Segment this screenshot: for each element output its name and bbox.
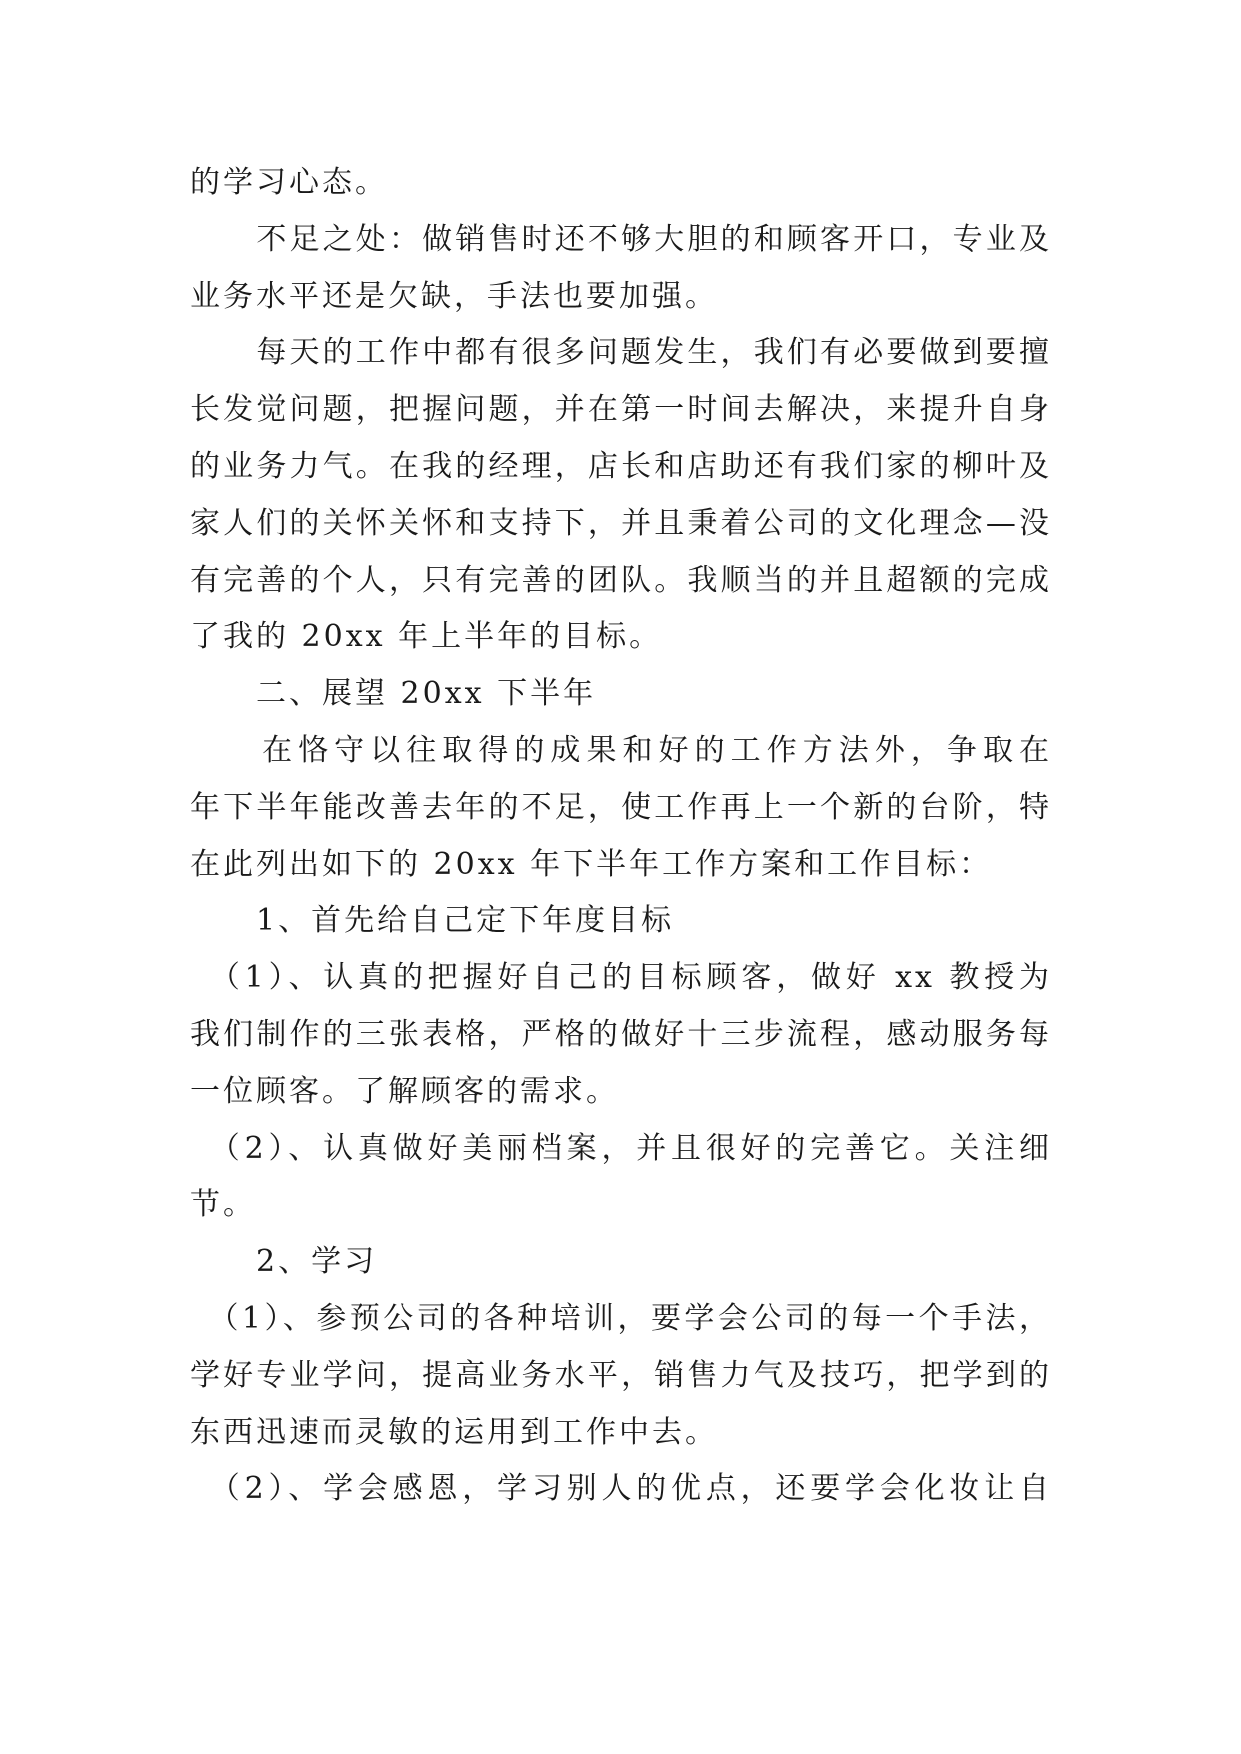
text-line: （1）、认真的把握好自己的目标顾客，做好 xx 教授为 bbox=[190, 960, 1052, 996]
document-body bbox=[190, 155, 1052, 1518]
text-line: 有完善的个人，只有完善的团队。我顺当的并且超额的完成 bbox=[190, 562, 1052, 598]
subsection-heading: 2、学习 bbox=[190, 1244, 378, 1280]
text-line: 一位顾客。了解顾客的需求。 bbox=[190, 1073, 619, 1109]
text-line: 学好专业学问，提高业务水平，销售力气及技巧，把学到的 bbox=[190, 1357, 1052, 1393]
text-line: 在恪守以往取得的成果和好的工作方法外，争取在 bbox=[262, 732, 1052, 768]
text-line: 年下半年能改善去年的不足，使工作再上一个新的台阶，特 bbox=[190, 789, 1052, 825]
subsection-heading: 1、首先给自己定下年度目标 bbox=[190, 903, 675, 939]
text-line: 长发觉问题，把握问题，并在第一时间去解决，来提升自身 bbox=[190, 392, 1052, 428]
text-line: 我们制作的三张表格，严格的做好十三步流程，感动服务每 bbox=[190, 1016, 1052, 1052]
text-line: 业务水平还是欠缺，手法也要加强。 bbox=[190, 278, 718, 314]
text-line: 在此列出如下的 20xx 年下半年工作方案和工作目标： bbox=[190, 846, 993, 882]
section-heading: 二、展望 20xx 下半年 bbox=[190, 676, 597, 712]
text-line: 了我的 20xx 年上半年的目标。 bbox=[190, 619, 663, 655]
text-line: 的业务力气。在我的经理，店长和店助还有我们家的柳叶及 bbox=[190, 448, 1052, 484]
text-line: （2）、认真做好美丽档案，并且很好的完善它。关注细 bbox=[190, 1130, 1052, 1166]
text-line: 每天的工作中都有很多问题发生，我们有必要做到要擅 bbox=[190, 335, 1052, 371]
text-line: 东西迅速而灵敏的运用到工作中去。 bbox=[190, 1414, 718, 1450]
text-line: （1）、参预公司的各种培训，要学会公司的每一个手法， bbox=[190, 1300, 1052, 1336]
text-line: 节。 bbox=[190, 1187, 256, 1223]
text-line: 家人们的关怀关怀和支持下，并且秉着公司的文化理念—没 bbox=[190, 505, 1052, 541]
text-line: 的学习心态。 bbox=[190, 165, 388, 200]
text-line: 不足之处：做销售时还不够大胆的和顾客开口，专业及 bbox=[190, 221, 1052, 257]
text-line: （2）、学会感恩，学习别人的优点，还要学会化妆让自 bbox=[190, 1471, 1052, 1507]
